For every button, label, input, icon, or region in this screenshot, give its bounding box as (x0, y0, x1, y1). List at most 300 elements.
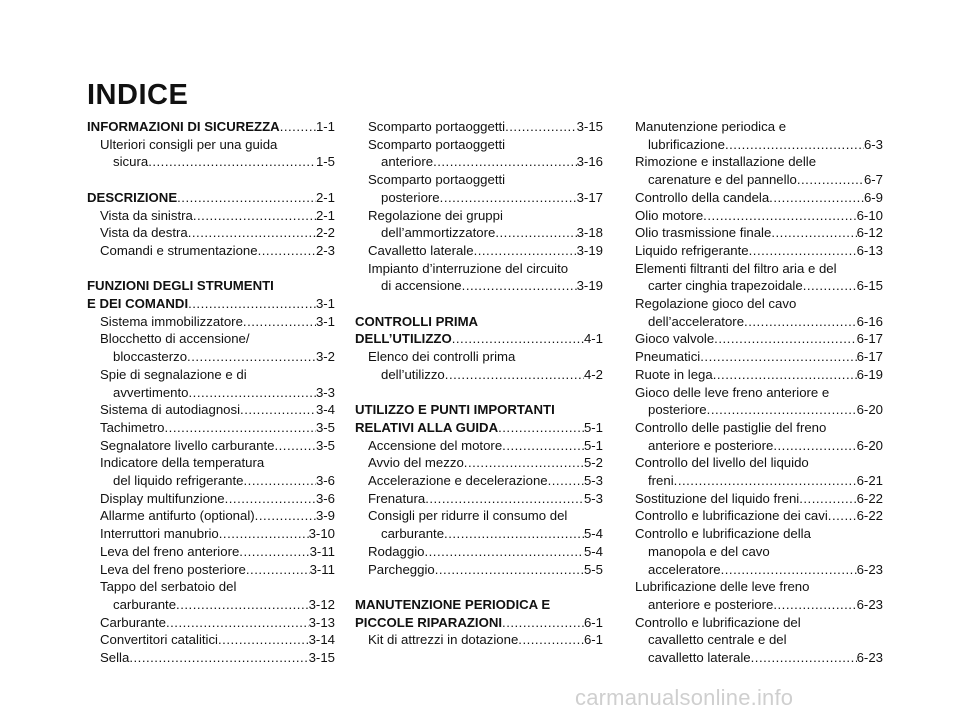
toc-entry (355, 348, 603, 366)
toc-entry[interactable] (87, 561, 335, 579)
toc-dot-leader (255, 507, 316, 525)
toc-entry-text: Interruttori manubrio (100, 526, 219, 542)
toc-spacer (355, 295, 603, 313)
toc-entry-text: cavalletto centrale e del (648, 632, 787, 648)
toc-dot-leader (462, 277, 577, 295)
toc-page-number: 6-21 (856, 473, 883, 489)
toc-dot-leader (707, 401, 857, 419)
toc-page-number: 3-11 (309, 543, 335, 559)
toc-dot-leader (502, 614, 584, 632)
toc-spacer (355, 578, 603, 596)
toc-page-number: 3-13 (308, 614, 335, 630)
toc-entry[interactable] (635, 171, 883, 189)
toc-page-number: 5-3 (583, 473, 603, 489)
toc-dot-leader (165, 419, 316, 437)
toc-page-number: 5-4 (583, 526, 603, 542)
toc-entry (635, 454, 883, 472)
toc-page-number: 3-2 (315, 349, 335, 365)
toc-page-number: 5-5 (583, 561, 603, 577)
toc-entry[interactable] (355, 189, 603, 207)
toc-dot-leader (424, 543, 583, 561)
toc-entry-text: DESCRIZIONE (87, 189, 178, 205)
toc-page-number: 6-15 (856, 278, 883, 294)
toc-section-heading[interactable] (355, 330, 603, 348)
toc-entry[interactable] (635, 649, 883, 667)
toc-entry-text: Scomparto portaoggetti (368, 119, 506, 134)
toc-dot-leader (797, 171, 864, 189)
toc-page-number: 6-12 (856, 225, 883, 241)
toc-entry (87, 454, 335, 472)
toc-entry[interactable] (635, 277, 883, 295)
toc-dot-leader (700, 348, 856, 366)
toc-dot-leader (240, 401, 316, 419)
toc-dot-leader (799, 490, 856, 508)
toc-page-number: 6-1 (583, 614, 603, 630)
toc-entry-text: Sistema di autodiagnosi (100, 402, 241, 418)
toc-page-number: 2-1 (315, 189, 335, 205)
toc-entry-text: anteriore e posteriore (648, 437, 774, 453)
toc-dot-leader (176, 596, 309, 614)
toc-entry-text: Ruote in lega (635, 366, 713, 382)
toc-entry-text: Tachimetro (100, 419, 165, 435)
toc-dot-leader (444, 525, 584, 543)
toc-entry-text: posteriore (381, 189, 440, 205)
toc-section-heading (355, 401, 603, 419)
toc-section-heading[interactable] (355, 614, 603, 632)
toc-dot-leader (452, 330, 584, 348)
toc-entry-text: cavalletto laterale (648, 650, 751, 666)
toc-entry-text: Scomparto portaoggetti (368, 172, 506, 188)
toc-entry-text: Accensione del motore (368, 437, 503, 453)
toc-dot-leader (548, 472, 584, 490)
toc-dot-leader (498, 419, 584, 437)
toc-entry[interactable] (87, 242, 335, 260)
toc-spacer (355, 384, 603, 402)
toc-page-number: 6-22 (856, 508, 883, 524)
toc-entry (635, 578, 883, 596)
toc-entry-text: Controllo del livello del liquido (635, 455, 809, 471)
toc-entry-text: Spie di segnalazione e di (100, 366, 247, 382)
toc-entry-text: INFORMAZIONI DI SICUREZZA (87, 119, 280, 134)
toc-entry[interactable] (635, 313, 883, 331)
toc-dot-leader (274, 437, 315, 455)
toc-dot-leader (505, 118, 577, 136)
toc-entry-text: dell’ammortizzatore (381, 225, 496, 241)
toc-page-number: 3-4 (315, 402, 335, 418)
toc-dot-leader (803, 277, 857, 295)
toc-entry-text: carburante (113, 596, 177, 612)
toc-entry-text: Sella (100, 650, 130, 666)
toc-entry-text: Blocchetto di accensione/ (100, 331, 250, 347)
toc-dot-leader (725, 136, 864, 154)
toc-dot-leader (280, 118, 316, 136)
toc-entry[interactable] (87, 348, 335, 366)
toc-page-number: 6-17 (856, 349, 883, 365)
toc-entry[interactable] (635, 242, 883, 260)
toc-page-number: 6-23 (856, 650, 883, 666)
toc-dot-leader (225, 490, 316, 508)
toc-entry-text: Parcheggio (368, 561, 435, 577)
toc-entry[interactable] (87, 490, 335, 508)
toc-entry-text: Olio trasmissione finale (635, 225, 772, 241)
toc-page-number: 3-3 (315, 384, 335, 400)
toc-entry-text: Impianto d’interruzione del circuito (368, 260, 569, 276)
toc-page-number: 3-1 (315, 313, 335, 329)
toc-entry (355, 207, 603, 225)
toc-entry[interactable] (87, 649, 335, 667)
toc-dot-leader (188, 295, 316, 313)
toc-dot-leader (751, 649, 857, 667)
toc-entry-text: avvertimento (113, 384, 189, 400)
toc-entry-text: Vista da sinistra (100, 207, 193, 223)
toc-dot-leader (518, 631, 584, 649)
toc-entry[interactable] (355, 224, 603, 242)
toc-entry (635, 525, 883, 543)
toc-entry-text: UTILIZZO E PUNTI IMPORTANTI (355, 402, 555, 418)
toc-page-number: 3-5 (315, 437, 335, 453)
toc-entry[interactable] (87, 472, 335, 490)
toc-dot-leader (674, 472, 857, 490)
toc-entry[interactable] (87, 224, 335, 242)
toc-entry-text: Ulteriori consigli per una guida (100, 136, 278, 152)
toc-dot-leader (244, 472, 316, 490)
toc-entry[interactable] (87, 419, 335, 437)
toc-dot-leader (495, 224, 576, 242)
toc-page-number: 4-1 (583, 331, 603, 347)
toc-page-number: 5-1 (583, 419, 603, 435)
toc-entry (355, 260, 603, 278)
toc-page-number: 2-2 (315, 225, 335, 241)
toc-entry-text: Liquido refrigerante (635, 242, 749, 258)
toc-dot-leader (246, 561, 310, 579)
toc-entry-text: Controllo e lubrificazione dei cavi (635, 508, 828, 524)
toc-page-number: 6-16 (856, 313, 883, 329)
toc-entry[interactable] (87, 437, 335, 455)
toc-entry (635, 631, 883, 649)
toc-entry[interactable] (635, 366, 883, 384)
toc-entry[interactable] (635, 490, 883, 508)
toc-page-number: 3-17 (576, 189, 603, 205)
toc-entry-text: posteriore (648, 402, 707, 418)
toc-entry (87, 366, 335, 384)
toc-dot-leader (177, 189, 316, 207)
toc-page-number: 2-1 (315, 207, 335, 223)
toc-dot-leader (773, 596, 856, 614)
toc-page-number: 6-20 (856, 437, 883, 453)
toc-entry-text: anteriore e posteriore (648, 596, 774, 612)
toc-entry (635, 543, 883, 561)
toc-entry[interactable] (355, 561, 603, 579)
toc-entry-text: DELL’UTILIZZO (355, 331, 452, 347)
toc-page-number: 3-18 (576, 225, 603, 241)
toc-entry-text: Regolazione dei gruppi (368, 207, 503, 223)
toc-entry[interactable] (355, 153, 603, 171)
toc-dot-leader (773, 437, 856, 455)
toc-entry-text: anteriore (381, 154, 434, 170)
toc-entry-text: PICCOLE RIPARAZIONI (355, 614, 503, 630)
toc-page-number: 3-16 (576, 154, 603, 170)
toc-entry-text: Tappo del serbatoio del (100, 579, 237, 595)
toc-entry (635, 384, 883, 402)
toc-spacer (87, 171, 335, 189)
toc-entry[interactable] (87, 631, 335, 649)
toc-dot-leader (714, 330, 856, 348)
toc-dot-leader (744, 313, 857, 331)
toc-entry-text: Regolazione gioco del cavo (635, 296, 797, 312)
toc-page-number: 5-3 (583, 490, 603, 506)
toc-entry[interactable] (355, 631, 603, 649)
toc-entry-text: Scomparto portaoggetti (368, 136, 506, 152)
toc-entry[interactable] (87, 614, 335, 632)
toc-entry (635, 419, 883, 437)
toc-section-heading[interactable] (355, 419, 603, 437)
toc-column-3 (635, 118, 883, 667)
toc-page-number: 1-1 (315, 119, 335, 134)
toc-entry (635, 295, 883, 313)
toc-page-number: 3-10 (308, 526, 335, 542)
toc-entry (635, 614, 883, 632)
toc-entry (355, 507, 603, 525)
toc-entry-text: CONTROLLI PRIMA (355, 313, 479, 329)
toc-column-1 (87, 118, 335, 667)
toc-dot-leader (218, 631, 309, 649)
toc-entry[interactable] (87, 507, 335, 525)
toc-page-number: 3-19 (576, 278, 603, 294)
toc-page-number: 6-19 (856, 366, 883, 382)
toc-page-number: 6-13 (856, 242, 883, 258)
toc-entry-text: carburante (381, 526, 445, 542)
toc-entry[interactable] (87, 401, 335, 419)
toc-entry-text: Segnalatore livello carburante (100, 437, 275, 453)
toc-dot-leader (828, 507, 857, 525)
toc-entry-text: FUNZIONI DEGLI STRUMENTI (87, 278, 274, 294)
toc-entry[interactable] (87, 207, 335, 225)
toc-dot-leader (187, 348, 316, 366)
toc-page-number: 3-19 (576, 242, 603, 258)
toc-page-number: 4-2 (583, 366, 603, 382)
toc-entry-text: Display multifunzione (100, 490, 225, 506)
toc-entry[interactable] (355, 118, 603, 136)
toc-page-number: 5-4 (583, 543, 603, 559)
toc-entry[interactable] (355, 472, 603, 490)
toc-dot-leader (771, 224, 856, 242)
toc-section-heading (355, 313, 603, 331)
toc-dot-leader (188, 224, 316, 242)
toc-entry[interactable] (635, 136, 883, 154)
toc-entry-text: dell’acceleratore (648, 313, 745, 329)
toc-entry[interactable] (355, 543, 603, 561)
toc-entry-text: Rodaggio (368, 543, 425, 559)
toc-dot-leader (243, 313, 316, 331)
toc-page-number: 3-6 (315, 490, 335, 506)
toc-entry[interactable] (635, 224, 883, 242)
toc-entry-text: lubrificazione (648, 136, 725, 152)
toc-dot-leader (258, 242, 316, 260)
toc-entry-text: dell’utilizzo (381, 366, 445, 382)
toc-entry-text: Allarme antifurto (optional) (100, 508, 255, 524)
toc-entry[interactable] (355, 454, 603, 472)
toc-entry-text: Lubrificazione delle leve freno (635, 579, 810, 595)
toc-entry[interactable] (635, 207, 883, 225)
toc-entry[interactable] (87, 596, 335, 614)
toc-entry[interactable] (87, 543, 335, 561)
toc-entry-text: Accelerazione e decelerazione (368, 473, 548, 489)
toc-dot-leader (166, 614, 309, 632)
toc-entry[interactable] (355, 277, 603, 295)
toc-dot-leader (445, 366, 584, 384)
toc-dot-leader (474, 242, 577, 260)
toc-entry (635, 153, 883, 171)
toc-entry (635, 260, 883, 278)
toc-entry[interactable] (635, 596, 883, 614)
toc-spacer (87, 260, 335, 278)
toc-entry-text: Convertitori catalitici (100, 632, 218, 648)
toc-entry (87, 578, 335, 596)
toc-dot-leader (193, 207, 316, 225)
toc-entry-text: Controllo della candela (635, 189, 770, 205)
toc-entry (635, 118, 883, 136)
toc-entry-text: MANUTENZIONE PERIODICA E (355, 596, 551, 612)
toc-entry[interactable] (635, 189, 883, 207)
toc-page-number: 3-14 (308, 632, 335, 648)
toc-entry-text: Cavalletto laterale (368, 242, 474, 258)
toc-entry-text: Controllo e lubrificazione del (635, 614, 801, 630)
toc-entry-text: Comandi e strumentazione (100, 242, 258, 258)
toc-entry-text: freni (648, 473, 674, 489)
toc-entry-text: carenature e del pannello (648, 172, 797, 188)
toc-page-number: 6-9 (863, 189, 883, 205)
toc-page-number: 1-5 (315, 154, 335, 170)
toc-entry-text: manopola e del cavo (648, 543, 770, 559)
toc-page-number: 6-10 (856, 207, 883, 223)
toc-dot-leader (769, 189, 864, 207)
toc-entry[interactable] (635, 330, 883, 348)
toc-page-number: 6-20 (856, 402, 883, 418)
toc-dot-leader (148, 153, 316, 171)
toc-entry[interactable] (635, 437, 883, 455)
toc-entry-text: carter cinghia trapezoidale (648, 278, 803, 294)
toc-entry-text: Manutenzione periodica e (635, 119, 787, 134)
toc-page-number: 6-22 (856, 490, 883, 506)
toc-entry[interactable] (87, 153, 335, 171)
toc-entry[interactable] (355, 490, 603, 508)
toc-page-number: 3-15 (576, 119, 603, 134)
toc-entry-text: acceleratore (648, 561, 721, 577)
toc-dot-leader (435, 561, 584, 579)
toc-column-2 (355, 118, 603, 649)
toc-entry-text: Gioco delle leve freno anteriore e (635, 384, 830, 400)
toc-entry (87, 330, 335, 348)
toc-page-number: 6-7 (863, 172, 883, 188)
toc-dot-leader (425, 490, 584, 508)
toc-dot-leader (464, 454, 584, 472)
toc-entry-text: Rimozione e installazione delle (635, 154, 817, 170)
toc-page-number: 6-3 (863, 136, 883, 152)
toc-page-number: 3-6 (315, 473, 335, 489)
toc-dot-leader (440, 189, 577, 207)
toc-entry-text: del liquido refrigerante (113, 473, 244, 489)
toc-entry[interactable] (635, 348, 883, 366)
toc-page-number: 6-23 (856, 596, 883, 612)
toc-entry-text: Avvio del mezzo (368, 455, 464, 471)
toc-entry-text: bloccasterzo (113, 349, 188, 365)
toc-entry[interactable] (355, 242, 603, 260)
toc-entry (355, 136, 603, 154)
toc-page-number: 3-9 (315, 508, 335, 524)
toc-page-number: 3-12 (308, 596, 335, 612)
toc-dot-leader (189, 384, 316, 402)
toc-entry-text: Controllo delle pastiglie del freno (635, 419, 827, 435)
toc-dot-leader (129, 649, 308, 667)
toc-section-heading[interactable] (87, 295, 335, 313)
toc-page-number: 6-17 (856, 331, 883, 347)
toc-dot-leader (219, 525, 309, 543)
toc-page-number: 3-11 (309, 561, 335, 577)
toc-page-number: 3-15 (308, 650, 335, 666)
toc-entry-text: Vista da destra (100, 225, 188, 241)
watermark: carmanualsonline.info (575, 685, 794, 710)
toc-entry[interactable] (635, 507, 883, 525)
toc-entry[interactable] (355, 437, 603, 455)
toc-entry-text: Sistema immobilizzatore (100, 313, 243, 329)
toc-dot-leader (502, 437, 584, 455)
toc-entry[interactable] (355, 366, 603, 384)
toc-page-number: 3-1 (315, 296, 335, 311)
toc-dot-leader (749, 242, 857, 260)
toc-entry-text: Elementi filtranti del filtro aria e del (635, 260, 837, 276)
toc-entry[interactable] (355, 525, 603, 543)
toc-entry-text: Pneumatici (635, 349, 701, 365)
toc-entry[interactable] (635, 561, 883, 579)
toc-entry-text: Leva del freno posteriore (100, 561, 246, 577)
toc-dot-leader (703, 207, 856, 225)
toc-entry[interactable] (635, 401, 883, 419)
toc-entry-text: Elenco dei controlli prima (368, 349, 516, 365)
toc-entry-text: Frenatura (368, 490, 426, 506)
toc-entry-text: Carburante (100, 614, 166, 630)
toc-entry-text: di accensione (381, 278, 462, 294)
toc-entry (87, 136, 335, 154)
toc-section-heading (355, 596, 603, 614)
toc-entry-text: RELATIVI ALLA GUIDA (355, 419, 499, 435)
page-title: INDICE (87, 79, 189, 111)
toc-entry-text: Olio motore (635, 207, 704, 223)
toc-dot-leader (239, 543, 309, 561)
toc-page-number: 5-2 (583, 455, 603, 471)
toc-entry-text: Controllo e lubrificazione della (635, 526, 811, 542)
toc-dot-leader (433, 153, 577, 171)
toc-entry-text: Sostituzione del liquido freni (635, 490, 800, 506)
toc-section-heading[interactable] (87, 118, 335, 136)
toc-section-heading (87, 277, 335, 295)
toc-entry[interactable] (87, 384, 335, 402)
toc-entry (355, 171, 603, 189)
toc-entry[interactable] (87, 525, 335, 543)
toc-page-number: 6-23 (856, 561, 883, 577)
toc-dot-leader (721, 561, 857, 579)
toc-page-number: 5-1 (583, 437, 603, 453)
toc-page-number: 2-3 (315, 242, 335, 258)
toc-page-number: 3-5 (315, 419, 335, 435)
toc-page-number: 6-1 (583, 632, 603, 648)
toc-dot-leader (713, 366, 857, 384)
toc-entry-text: Gioco valvole (635, 331, 715, 347)
toc-section-heading[interactable] (87, 189, 335, 207)
toc-entry-text: E DEI COMANDI (87, 296, 189, 311)
toc-entry[interactable] (635, 472, 883, 490)
toc-entry[interactable] (87, 313, 335, 331)
toc-entry-text: sicura (113, 154, 149, 170)
